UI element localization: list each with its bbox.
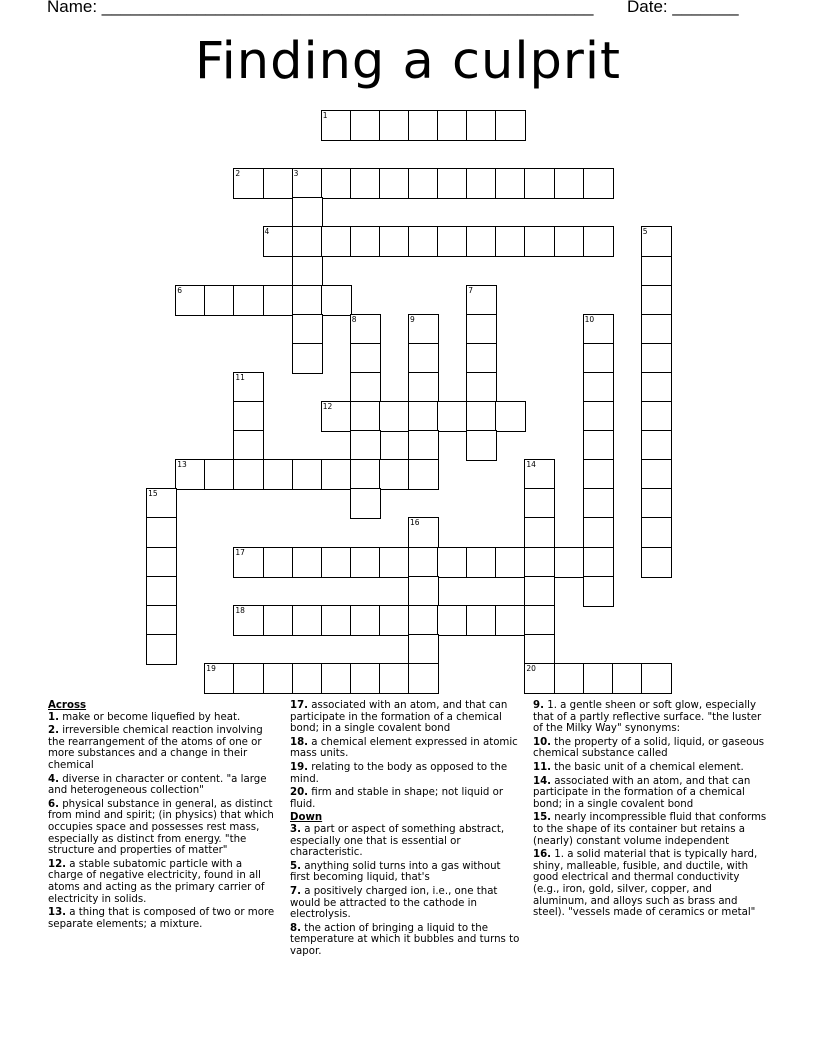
grid-cell[interactable]	[408, 517, 439, 548]
cell-number: 11	[235, 372, 245, 382]
cell-number: 13	[177, 460, 187, 470]
clue-number: 19.	[290, 761, 309, 773]
grid-cell[interactable]	[292, 547, 323, 578]
grid-cell[interactable]	[350, 168, 381, 199]
clues-column-1	[48, 700, 280, 932]
clue-text: the property of a solid, liquid, or gaseous chemical substance called	[533, 736, 765, 760]
grid-cell[interactable]	[146, 517, 177, 548]
grid-cell[interactable]	[175, 285, 206, 316]
grid-cell[interactable]	[204, 663, 235, 694]
grid-cell[interactable]	[641, 663, 672, 694]
grid-cell[interactable]	[554, 663, 585, 694]
clue-number: 17.	[290, 700, 309, 711]
grid-cell[interactable]	[495, 401, 526, 432]
clues-column-2	[290, 700, 522, 959]
cell-number: 20	[526, 663, 536, 673]
grid-cell[interactable]	[233, 547, 264, 578]
grid-cell[interactable]	[408, 314, 439, 345]
grid-cell[interactable]	[554, 168, 585, 199]
grid-cell[interactable]	[583, 401, 614, 432]
grid-cell[interactable]	[350, 110, 381, 141]
grid-cell[interactable]	[583, 430, 614, 461]
grid-cell[interactable]	[495, 226, 526, 257]
grid-cell[interactable]	[379, 226, 410, 257]
grid-cell[interactable]	[524, 634, 555, 665]
grid-cell[interactable]	[554, 547, 585, 578]
grid-cell[interactable]	[524, 226, 555, 257]
across-heading: Across	[48, 700, 87, 711]
grid-cell[interactable]	[379, 459, 410, 490]
grid-cell[interactable]	[641, 459, 672, 490]
grid-cell[interactable]	[408, 605, 439, 636]
grid-cell[interactable]	[524, 547, 555, 578]
cell-number: 5	[642, 227, 648, 237]
clue-number: 14.	[533, 775, 552, 787]
grid-cell[interactable]	[524, 459, 555, 490]
grid-cell[interactable]	[379, 605, 410, 636]
grid-cell[interactable]	[350, 488, 381, 519]
grid-cell[interactable]	[583, 343, 614, 374]
grid-cell[interactable]	[292, 168, 323, 199]
grid-cell[interactable]	[641, 547, 672, 578]
grid-cell[interactable]	[146, 488, 177, 519]
cell-number: 16	[410, 518, 420, 528]
grid-cell[interactable]	[379, 110, 410, 141]
grid-cell[interactable]	[437, 110, 468, 141]
grid-cell[interactable]	[321, 168, 352, 199]
grid-cell[interactable]	[495, 110, 526, 141]
clue-number: 3.	[290, 823, 301, 835]
clue	[290, 787, 522, 810]
grid-cell[interactable]	[583, 517, 614, 548]
clue	[533, 762, 769, 774]
clue-text: nearly incompressible fluid that conforms to the shape of its container but retains a (nearly) constant volume independent	[533, 812, 767, 847]
grid-cell[interactable]	[321, 110, 352, 141]
grid-cell[interactable]	[350, 430, 381, 461]
grid-cell[interactable]	[292, 343, 323, 374]
grid-cell[interactable]	[379, 168, 410, 199]
grid-cell[interactable]	[263, 459, 294, 490]
grid-cell[interactable]	[350, 401, 381, 432]
clue-text: make or become liquefied by heat.	[58, 711, 241, 723]
grid-cell[interactable]	[292, 459, 323, 490]
cell-number: 6	[177, 285, 182, 295]
grid-cell[interactable]	[554, 226, 585, 257]
clue	[290, 824, 522, 859]
grid-cell[interactable]	[233, 168, 264, 199]
grid-cell[interactable]	[641, 430, 672, 461]
grid-cell[interactable]	[292, 314, 323, 345]
grid-cell[interactable]	[263, 285, 294, 316]
grid-cell[interactable]	[408, 168, 439, 199]
grid-cell[interactable]	[350, 372, 381, 403]
clue-number: 8.	[290, 922, 301, 934]
grid-cell[interactable]	[583, 226, 614, 257]
grid-cell[interactable]	[204, 285, 235, 316]
grid-cell[interactable]	[292, 285, 323, 316]
grid-cell[interactable]	[524, 488, 555, 519]
clue	[290, 923, 522, 958]
grid-cell[interactable]	[437, 605, 468, 636]
grid-cell[interactable]	[292, 605, 323, 636]
clue-number: 10.	[533, 736, 552, 748]
cell-number: 14	[526, 460, 536, 470]
clue	[48, 725, 280, 771]
grid-cell[interactable]	[466, 343, 497, 374]
grid-cell[interactable]	[408, 459, 439, 490]
grid-cell[interactable]	[321, 605, 352, 636]
clue	[290, 700, 522, 735]
grid-cell[interactable]	[408, 634, 439, 665]
grid-cell[interactable]	[524, 517, 555, 548]
grid-cell[interactable]	[408, 547, 439, 578]
grid-cell[interactable]	[233, 372, 264, 403]
clue	[290, 762, 522, 785]
grid-cell[interactable]	[292, 663, 323, 694]
grid-cell[interactable]	[146, 576, 177, 607]
grid-cell[interactable]	[641, 401, 672, 432]
clue	[533, 776, 769, 811]
grid-cell[interactable]	[408, 576, 439, 607]
cell-number: 18	[235, 605, 245, 615]
grid-cell[interactable]	[437, 226, 468, 257]
grid-cell[interactable]	[233, 459, 264, 490]
grid-cell[interactable]	[583, 459, 614, 490]
grid-cell[interactable]	[379, 547, 410, 578]
grid-cell[interactable]	[321, 226, 352, 257]
grid-cell[interactable]	[583, 576, 614, 607]
clue-text: associated with an atom, and that can participate in the formation of a chemical bond; in a single covalent bond	[290, 700, 508, 735]
clue-text: diverse in character or content. "a large and heterogeneous collection"	[48, 773, 267, 797]
clue-text: a thing that is composed of two or more separate elements; a mixture.	[48, 907, 275, 930]
grid-cell[interactable]	[321, 547, 352, 578]
clues-column-3	[533, 700, 769, 921]
clue-number: 5.	[290, 860, 301, 872]
grid-cell[interactable]	[321, 285, 352, 316]
clue-text: a stable subatomic particle with a charge of negative electricity, found in all atoms and acting as the primary carrier of electricity in solids.	[48, 858, 265, 905]
grid-cell[interactable]	[583, 168, 614, 199]
grid-cell[interactable]	[466, 110, 497, 141]
clue-text: a chemical element expressed in atomic mass units.	[290, 736, 518, 760]
grid-cell[interactable]	[641, 343, 672, 374]
clue-number: 9.	[533, 700, 544, 711]
grid-cell[interactable]	[408, 663, 439, 694]
clue	[48, 799, 280, 857]
clue-text: relating to the body as opposed to the mind.	[290, 761, 508, 785]
grid-cell[interactable]	[350, 663, 381, 694]
cell-number: 9	[410, 314, 415, 324]
clue-number: 6.	[48, 798, 59, 810]
grid-cell[interactable]	[466, 547, 497, 578]
grid-cell[interactable]	[408, 401, 439, 432]
grid-cell[interactable]	[292, 197, 323, 228]
cell-number: 10	[584, 314, 595, 324]
grid-cell[interactable]	[350, 547, 381, 578]
grid-cell[interactable]	[437, 547, 468, 578]
down-heading: Down	[290, 812, 323, 824]
clue-number: 4.	[48, 773, 59, 785]
cell-number: 19	[206, 663, 216, 673]
cell-number: 15	[148, 489, 158, 499]
grid-cell[interactable]	[641, 517, 672, 548]
grid-cell[interactable]	[263, 547, 294, 578]
grid-cell[interactable]	[612, 663, 643, 694]
grid-cell[interactable]	[466, 226, 497, 257]
cell-number: 8	[351, 314, 357, 324]
grid-cell[interactable]	[321, 401, 352, 432]
clue	[533, 812, 769, 847]
grid-cell[interactable]	[524, 576, 555, 607]
clue-text: physical substance in general, as distinct from mind and spirit; (in physics) that which occupies space and possesses rest mass, especially as distinct from energy. "the structure and properties of matter"	[48, 798, 274, 857]
grid-cell[interactable]	[495, 605, 526, 636]
grid-cell[interactable]	[408, 343, 439, 374]
clue-number: 2.	[48, 725, 59, 737]
grid-cell[interactable]	[233, 605, 264, 636]
grid-cell[interactable]	[524, 663, 555, 694]
grid-cell[interactable]	[466, 605, 497, 636]
clue-number: 15.	[533, 812, 552, 824]
grid-cell[interactable]	[233, 430, 264, 461]
grid-cell[interactable]	[321, 459, 352, 490]
grid-cell[interactable]	[233, 663, 264, 694]
grid-cell[interactable]	[350, 314, 381, 345]
grid-cell[interactable]	[233, 285, 264, 316]
grid-cell[interactable]	[408, 372, 439, 403]
clue-text: 1. a solid material that is typically hard, shiny, malleable, fusible, and ductile, with good electrical and thermal conductivity (e.g., iron, gold, silver, copper, and aluminum, and alloys such as brass and steel). "vessels made of ceramics or metal"	[533, 849, 758, 919]
grid-cell[interactable]	[583, 547, 614, 578]
clue-text: firm and stable in shape; not liquid or fluid.	[290, 787, 504, 810]
page-title: Finding a culprit	[194, 32, 622, 91]
grid-cell[interactable]	[641, 256, 672, 287]
grid-cell[interactable]	[583, 314, 614, 345]
cell-number: 1	[322, 111, 328, 120]
clue-text: a positively charged ion, i.e., one that would be attracted to the cathode in electrolysis.	[290, 885, 498, 921]
grid-cell[interactable]	[641, 372, 672, 403]
grid-cell[interactable]	[466, 430, 497, 461]
cell-number: 4	[264, 227, 270, 237]
cell-number: 2	[235, 169, 241, 179]
grid-cell[interactable]	[292, 256, 323, 287]
clue	[290, 861, 522, 884]
clue-text: anything solid turns into a gas without first becoming liquid, that's	[290, 860, 501, 884]
grid-cell[interactable]	[466, 401, 497, 432]
grid-cell[interactable]	[350, 226, 381, 257]
grid-cell[interactable]	[146, 605, 177, 636]
grid-cell[interactable]	[495, 547, 526, 578]
clue	[533, 700, 769, 735]
grid-cell[interactable]	[204, 459, 235, 490]
grid-cell[interactable]	[146, 547, 177, 578]
grid-cell[interactable]	[524, 168, 555, 199]
clue-number: 13.	[48, 907, 67, 919]
clue-text: 1. a gentle sheen or soft glow, especially that of a partly reflective surface. "the luster of the Milky Way" synonyms:	[533, 700, 762, 735]
clue	[290, 886, 522, 921]
grid-cell[interactable]	[408, 226, 439, 257]
clue-number: 20.	[290, 787, 309, 799]
clue	[533, 849, 769, 919]
clue	[533, 737, 769, 760]
grid-cell[interactable]	[233, 401, 264, 432]
grid-cell[interactable]	[379, 663, 410, 694]
grid-cell[interactable]	[466, 285, 497, 316]
cell-number: 3	[293, 169, 299, 179]
grid-cell[interactable]	[641, 226, 672, 257]
clue	[48, 712, 280, 724]
clue-text: the basic unit of a chemical element.	[551, 761, 744, 773]
grid-cell[interactable]	[350, 459, 381, 490]
grid-cell[interactable]	[437, 168, 468, 199]
clue-text: the action of bringing a liquid to the temperature at which it bubbles and turns to vapor.	[290, 922, 520, 957]
cell-number: 17	[235, 547, 245, 557]
grid-cell[interactable]	[641, 314, 672, 345]
grid-cell[interactable]	[350, 343, 381, 374]
grid-cell[interactable]	[263, 226, 294, 257]
clue	[48, 907, 280, 930]
clue	[48, 774, 280, 797]
clue-number: 12.	[48, 858, 67, 870]
clue	[290, 737, 522, 760]
grid-cell[interactable]	[263, 605, 294, 636]
grid-cell[interactable]	[263, 168, 294, 199]
clue-text: irreversible chemical reaction involving the rearrangement of the atoms of one or more substances and a change in their chemical	[48, 725, 263, 771]
grid-cell[interactable]	[408, 110, 439, 141]
clue-text: a part or aspect of something abstract, especially one that is essential or characteristic.	[290, 823, 505, 859]
grid-cell[interactable]	[524, 605, 555, 636]
grid-cell[interactable]	[641, 285, 672, 316]
grid-cell[interactable]	[350, 605, 381, 636]
grid-cell[interactable]	[408, 430, 439, 461]
grid-cell[interactable]	[466, 372, 497, 403]
clue-text: associated with an atom, and that can participate in the formation of a chemical bond; in a single covalent bond	[533, 775, 751, 810]
grid-cell[interactable]	[263, 663, 294, 694]
grid-cell[interactable]	[379, 401, 410, 432]
clue-number: 1.	[48, 711, 59, 723]
grid-cell[interactable]	[146, 634, 177, 665]
grid-cell[interactable]	[466, 314, 497, 345]
grid-cell[interactable]	[292, 226, 323, 257]
clue-number: 7.	[290, 885, 301, 897]
name-field[interactable]: Name: ____________________________________________________	[47, 0, 594, 16]
grid-cell[interactable]	[437, 401, 468, 432]
grid-cell[interactable]	[321, 663, 352, 694]
cell-number: 7	[468, 285, 473, 295]
cell-number: 12	[322, 402, 333, 411]
clue-number: 18.	[290, 736, 309, 748]
grid-cell[interactable]	[583, 372, 614, 403]
grid-cell[interactable]	[641, 488, 672, 519]
grid-cell[interactable]	[175, 459, 206, 490]
grid-cell[interactable]	[495, 168, 526, 199]
grid-cell[interactable]	[583, 488, 614, 519]
grid-cell[interactable]	[583, 663, 614, 694]
date-field[interactable]: Date: _______	[627, 0, 739, 16]
clue	[48, 859, 280, 905]
clue-number: 16.	[533, 849, 552, 861]
clue-number: 11.	[533, 761, 552, 773]
grid-cell[interactable]	[466, 168, 497, 199]
